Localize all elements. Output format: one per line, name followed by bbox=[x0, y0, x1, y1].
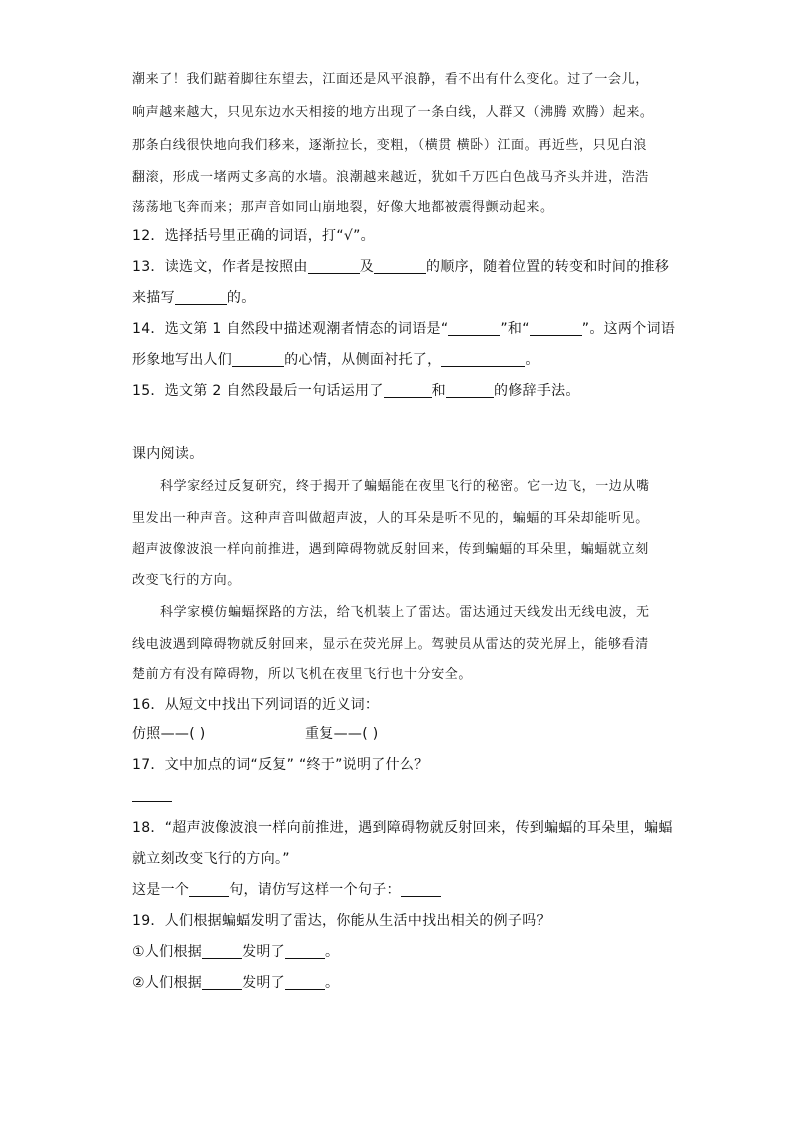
q14-blank-1[interactable] bbox=[448, 321, 500, 336]
passage2-line: 楚前方有没有障碍物，所以飞机在夜里飞行也十分安全。 bbox=[132, 667, 473, 682]
section-title: 课内阅读。 bbox=[132, 446, 204, 462]
q18-text: 句，请仿写这样一个句子： bbox=[229, 882, 401, 898]
q19-text: ②人们根据 bbox=[132, 975, 203, 991]
q15-blank-1[interactable] bbox=[384, 383, 432, 398]
passage2-line: 里发出一种声音。这种声音叫做超声波，人的耳朵是听不见的，蝙蝠的耳朵却能听见。 bbox=[132, 511, 649, 526]
q14-blank-3[interactable] bbox=[232, 352, 284, 367]
q14-text: ”和“ bbox=[500, 321, 530, 337]
q14-blank-2[interactable] bbox=[530, 321, 582, 336]
passage1-line: 翻滚，形成一堵两丈多高的水墙。浪潮越来越近，犹如千万匹白色战马齐头并进，浩浩 bbox=[132, 170, 649, 185]
question-13-cont bbox=[132, 287, 256, 307]
q15-text: 15．选文第 2 自然段最后一句话运用了 bbox=[132, 383, 384, 399]
passage1-line: 响声越来越大，只见东边水天相接的地方出现了一条白线，人群又（沸腾 欢腾）起来。 bbox=[132, 105, 654, 120]
q15-text: 的修辞手法。 bbox=[493, 383, 580, 399]
question-14-cont bbox=[132, 349, 540, 369]
q14-text: 。 bbox=[525, 352, 540, 368]
question-13 bbox=[132, 256, 669, 276]
question-14 bbox=[132, 318, 675, 338]
passage1-line: 荡荡地飞奔而来；那声音如同山崩地裂，好像大地都被震得颤动起来。 bbox=[132, 200, 554, 215]
q14-text: ”。这两个词语 bbox=[581, 321, 676, 337]
q14-text: 的心情，从侧面衬托了， bbox=[284, 352, 442, 368]
q13-text: 来描写 bbox=[132, 290, 175, 306]
q19-text: ①人们根据 bbox=[132, 944, 203, 960]
passage1-line: 潮来了！我们踮着脚往东望去，江面还是风平浪静，看不出有什么变化。过了一会儿， bbox=[132, 72, 649, 87]
passage2-line: 超声波像波浪一样向前推进，遇到障碍物就反射回来，传到蝙蝠的耳朵里，蝙蝠就立刻 bbox=[132, 542, 649, 557]
q19-text: 。 bbox=[324, 975, 340, 991]
passage2-line: 线电波遇到障碍物就反射回来，显示在荧光屏上。驾驶员从雷达的荧光屏上，能够看清 bbox=[132, 637, 649, 652]
q16-item-2: 重复——( ) bbox=[305, 726, 379, 742]
q13-text: 的。 bbox=[226, 290, 256, 306]
question-17: 17．文中加点的词“反复” “终于”说明了什么？ bbox=[132, 757, 429, 773]
passage1-line: 那条白线很快地向我们移来，逐渐拉长，变粗，（横贯 横卧）江面。再近些，只见白浪 bbox=[132, 138, 648, 153]
question-18: 18．“超声波像波浪一样向前推进，遇到障碍物就反射回来，传到蝙蝠的耳朵里，蝙蝠 bbox=[132, 820, 673, 836]
question-12: 12．选择括号里正确的词语，打“√”。 bbox=[132, 228, 375, 244]
q19-blank-2[interactable] bbox=[285, 944, 325, 959]
question-15 bbox=[132, 380, 580, 400]
passage2-line: 科学家模仿蝙蝠探路的方法，给飞机装上了雷达。雷达通过天线发出无线电波，无 bbox=[160, 605, 650, 620]
q19-answer-1 bbox=[132, 941, 339, 961]
q18-blank-1[interactable] bbox=[189, 882, 229, 897]
q19-answer-2 bbox=[132, 972, 339, 992]
q15-blank-2[interactable] bbox=[446, 383, 494, 398]
q13-text: 的顺序，随着位置的转变和时间的推移 bbox=[426, 259, 670, 275]
q14-text: 14．选文第 1 自然段中描述观潮者情态的词语是“ bbox=[132, 321, 449, 337]
q13-text: 及 bbox=[359, 259, 375, 275]
q19-blank-1[interactable] bbox=[202, 944, 242, 959]
q19-blank-4[interactable] bbox=[285, 975, 325, 990]
q19-text: 。 bbox=[324, 944, 340, 960]
q13-blank-3[interactable] bbox=[175, 290, 227, 305]
q18-prompt bbox=[132, 879, 441, 899]
q18-text: 这是一个 bbox=[132, 882, 190, 898]
passage2-line: 改变飞行的方向。 bbox=[132, 573, 241, 588]
q13-blank-1[interactable] bbox=[308, 259, 360, 274]
q19-text: 发明了 bbox=[242, 944, 285, 960]
q18-blank-2[interactable] bbox=[401, 882, 441, 897]
q13-text: 13．读选文，作者是按照由 bbox=[132, 259, 308, 275]
q14-text: 形象地写出人们 bbox=[132, 352, 233, 368]
question-19: 19．人们根据蝙蝠发明了雷达，你能从生活中找出相关的例子吗？ bbox=[132, 913, 551, 929]
q19-text: 发明了 bbox=[242, 975, 285, 991]
question-18-cont: 就立刻改变飞行的方向。” bbox=[132, 851, 290, 867]
q13-blank-2[interactable] bbox=[374, 259, 426, 274]
q19-blank-3[interactable] bbox=[202, 975, 242, 990]
q14-blank-4[interactable] bbox=[441, 352, 525, 367]
q15-text: 和 bbox=[431, 383, 446, 399]
question-16: 16．从短文中找出下列词语的近义词： bbox=[132, 697, 380, 713]
q16-item-1: 仿照——( ) bbox=[132, 726, 206, 742]
passage2-line: 科学家经过反复研究，终于揭开了蝙蝠能在夜里飞行的秘密。它一边飞，一边从嘴 bbox=[160, 479, 650, 494]
q17-answer-line[interactable] bbox=[132, 786, 172, 804]
